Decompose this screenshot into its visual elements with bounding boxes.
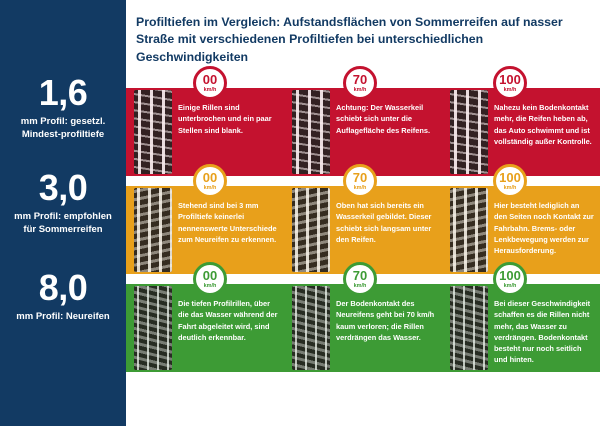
depth-value: 8,0 (38, 266, 88, 308)
speed-unit: km/h (353, 282, 367, 289)
speed-value: 00 (202, 71, 218, 87)
speed-unit: km/h (203, 86, 217, 93)
tire-tread-icon (134, 188, 172, 272)
sidebar-depth-legend (0, 0, 126, 426)
tire-tread-icon (292, 90, 330, 174)
tire-tread-icon (134, 286, 172, 370)
band-depth-8-0 (126, 284, 600, 372)
sidebar-item-depth-2 (0, 169, 126, 236)
tire-tread-icon (292, 188, 330, 272)
speed-badge-100 (493, 164, 527, 198)
speed-value: 100 (499, 267, 521, 283)
speed-unit: km/h (203, 184, 217, 191)
speed-unit: km/h (503, 282, 517, 289)
speed-badge-70 (343, 164, 377, 198)
depth-value: 1,6 (38, 72, 88, 113)
cell-8-0-100 (442, 284, 600, 372)
cell-text: Achtung: Der Wasserkeil schiebt sich unter die Auflagefläche des Reifens. (336, 103, 431, 135)
cell-text: Bei dieser Geschwindigkeit schaffen es die Rillen nicht mehr, das Wasser zu verdrängen. Bodenkontakt besteht nur noch seitlich und hinten. (494, 299, 591, 365)
cell-text: Oben hat sich bereits ein Wasserkeil gebildet. Dieser schiebt sich langsam unter den Reifen. (336, 201, 432, 244)
cell-text: Nahezu kein Bodenkontakt mehr, die Reifen heben ab, das Auto schwimmt und ist vollständig außer Kontrolle. (494, 103, 592, 146)
cell-text: Der Bodenkontakt des Neureifens geht bei 70 km/h kaum verloren; die Rillen verdrängen das Wasser. (336, 299, 435, 342)
depth-caption: mm Profil: gesetzl. Mindest-profiltiefe (20, 115, 106, 140)
speed-value: 00 (202, 169, 218, 185)
speed-value: 70 (352, 71, 368, 87)
speed-unit: km/h (503, 86, 517, 93)
cell-text: Die tiefen Profilrillen, über die das Wasser während der Fahrt abgeleitet wird, sind deutlich erkennbar. (178, 299, 278, 342)
cell-1-6-100 (442, 88, 600, 176)
tire-tread-icon (292, 286, 330, 370)
tire-tread-icon (450, 286, 488, 370)
speed-unit: km/h (353, 86, 367, 93)
depth-caption: mm Profil: empfohlen für Sommerreifen (14, 211, 112, 236)
tire-tread-icon (450, 90, 488, 174)
cell-text: Hier besteht lediglich an den Seiten noch Kontakt zur Fahrbahn. Brems- oder Lenkbewegung werden zur Herausforderung. (494, 201, 594, 255)
cell-3-0-70 (284, 186, 442, 274)
cell-text: Einige Rillen sind unterbrochen und ein paar Stellen sind blank. (178, 103, 272, 135)
tire-tread-icon (134, 90, 172, 174)
cell-1-6-00 (126, 88, 284, 176)
cell-8-0-00 (126, 284, 284, 372)
page-title: Profiltiefen im Vergleich: Aufstandsflächen von Sommerreifen auf nasser Straße mit verschiedenen Profiltiefen bei unterschiedlichen Geschwindigkeiten (136, 15, 563, 64)
depth-caption: mm Profil: Neureifen (16, 310, 110, 322)
sidebar-item-depth-3 (0, 266, 126, 324)
speed-badge-100 (493, 66, 527, 100)
band-depth-3-0 (126, 186, 600, 274)
cell-1-6-70 (284, 88, 442, 176)
speed-badge-70 (343, 66, 377, 100)
speed-value: 100 (499, 71, 521, 87)
depth-value: 3,0 (38, 167, 88, 209)
speed-badge-100 (493, 262, 527, 296)
speed-value: 100 (499, 169, 521, 185)
speed-badge-70 (343, 262, 377, 296)
band-depth-1-6 (126, 88, 600, 176)
sidebar-item-depth-1 (0, 74, 126, 141)
speed-unit: km/h (353, 184, 367, 191)
speed-unit: km/h (203, 282, 217, 289)
speed-badge-00 (193, 164, 227, 198)
speed-unit: km/h (503, 184, 517, 191)
tire-tread-icon (450, 188, 488, 272)
cell-3-0-100 (442, 186, 600, 274)
cell-text: Stehend sind bei 3 mm Profiltiefe keinerlei nennenswerte Unterschiede zum Neureifen zu erkennen. (178, 201, 277, 244)
speed-badge-00 (193, 262, 227, 296)
cell-3-0-00 (126, 186, 284, 274)
cell-8-0-70 (284, 284, 442, 372)
speed-badge-00 (193, 66, 227, 100)
speed-value: 00 (202, 267, 218, 283)
speed-value: 70 (352, 267, 368, 283)
speed-value: 70 (352, 169, 368, 185)
